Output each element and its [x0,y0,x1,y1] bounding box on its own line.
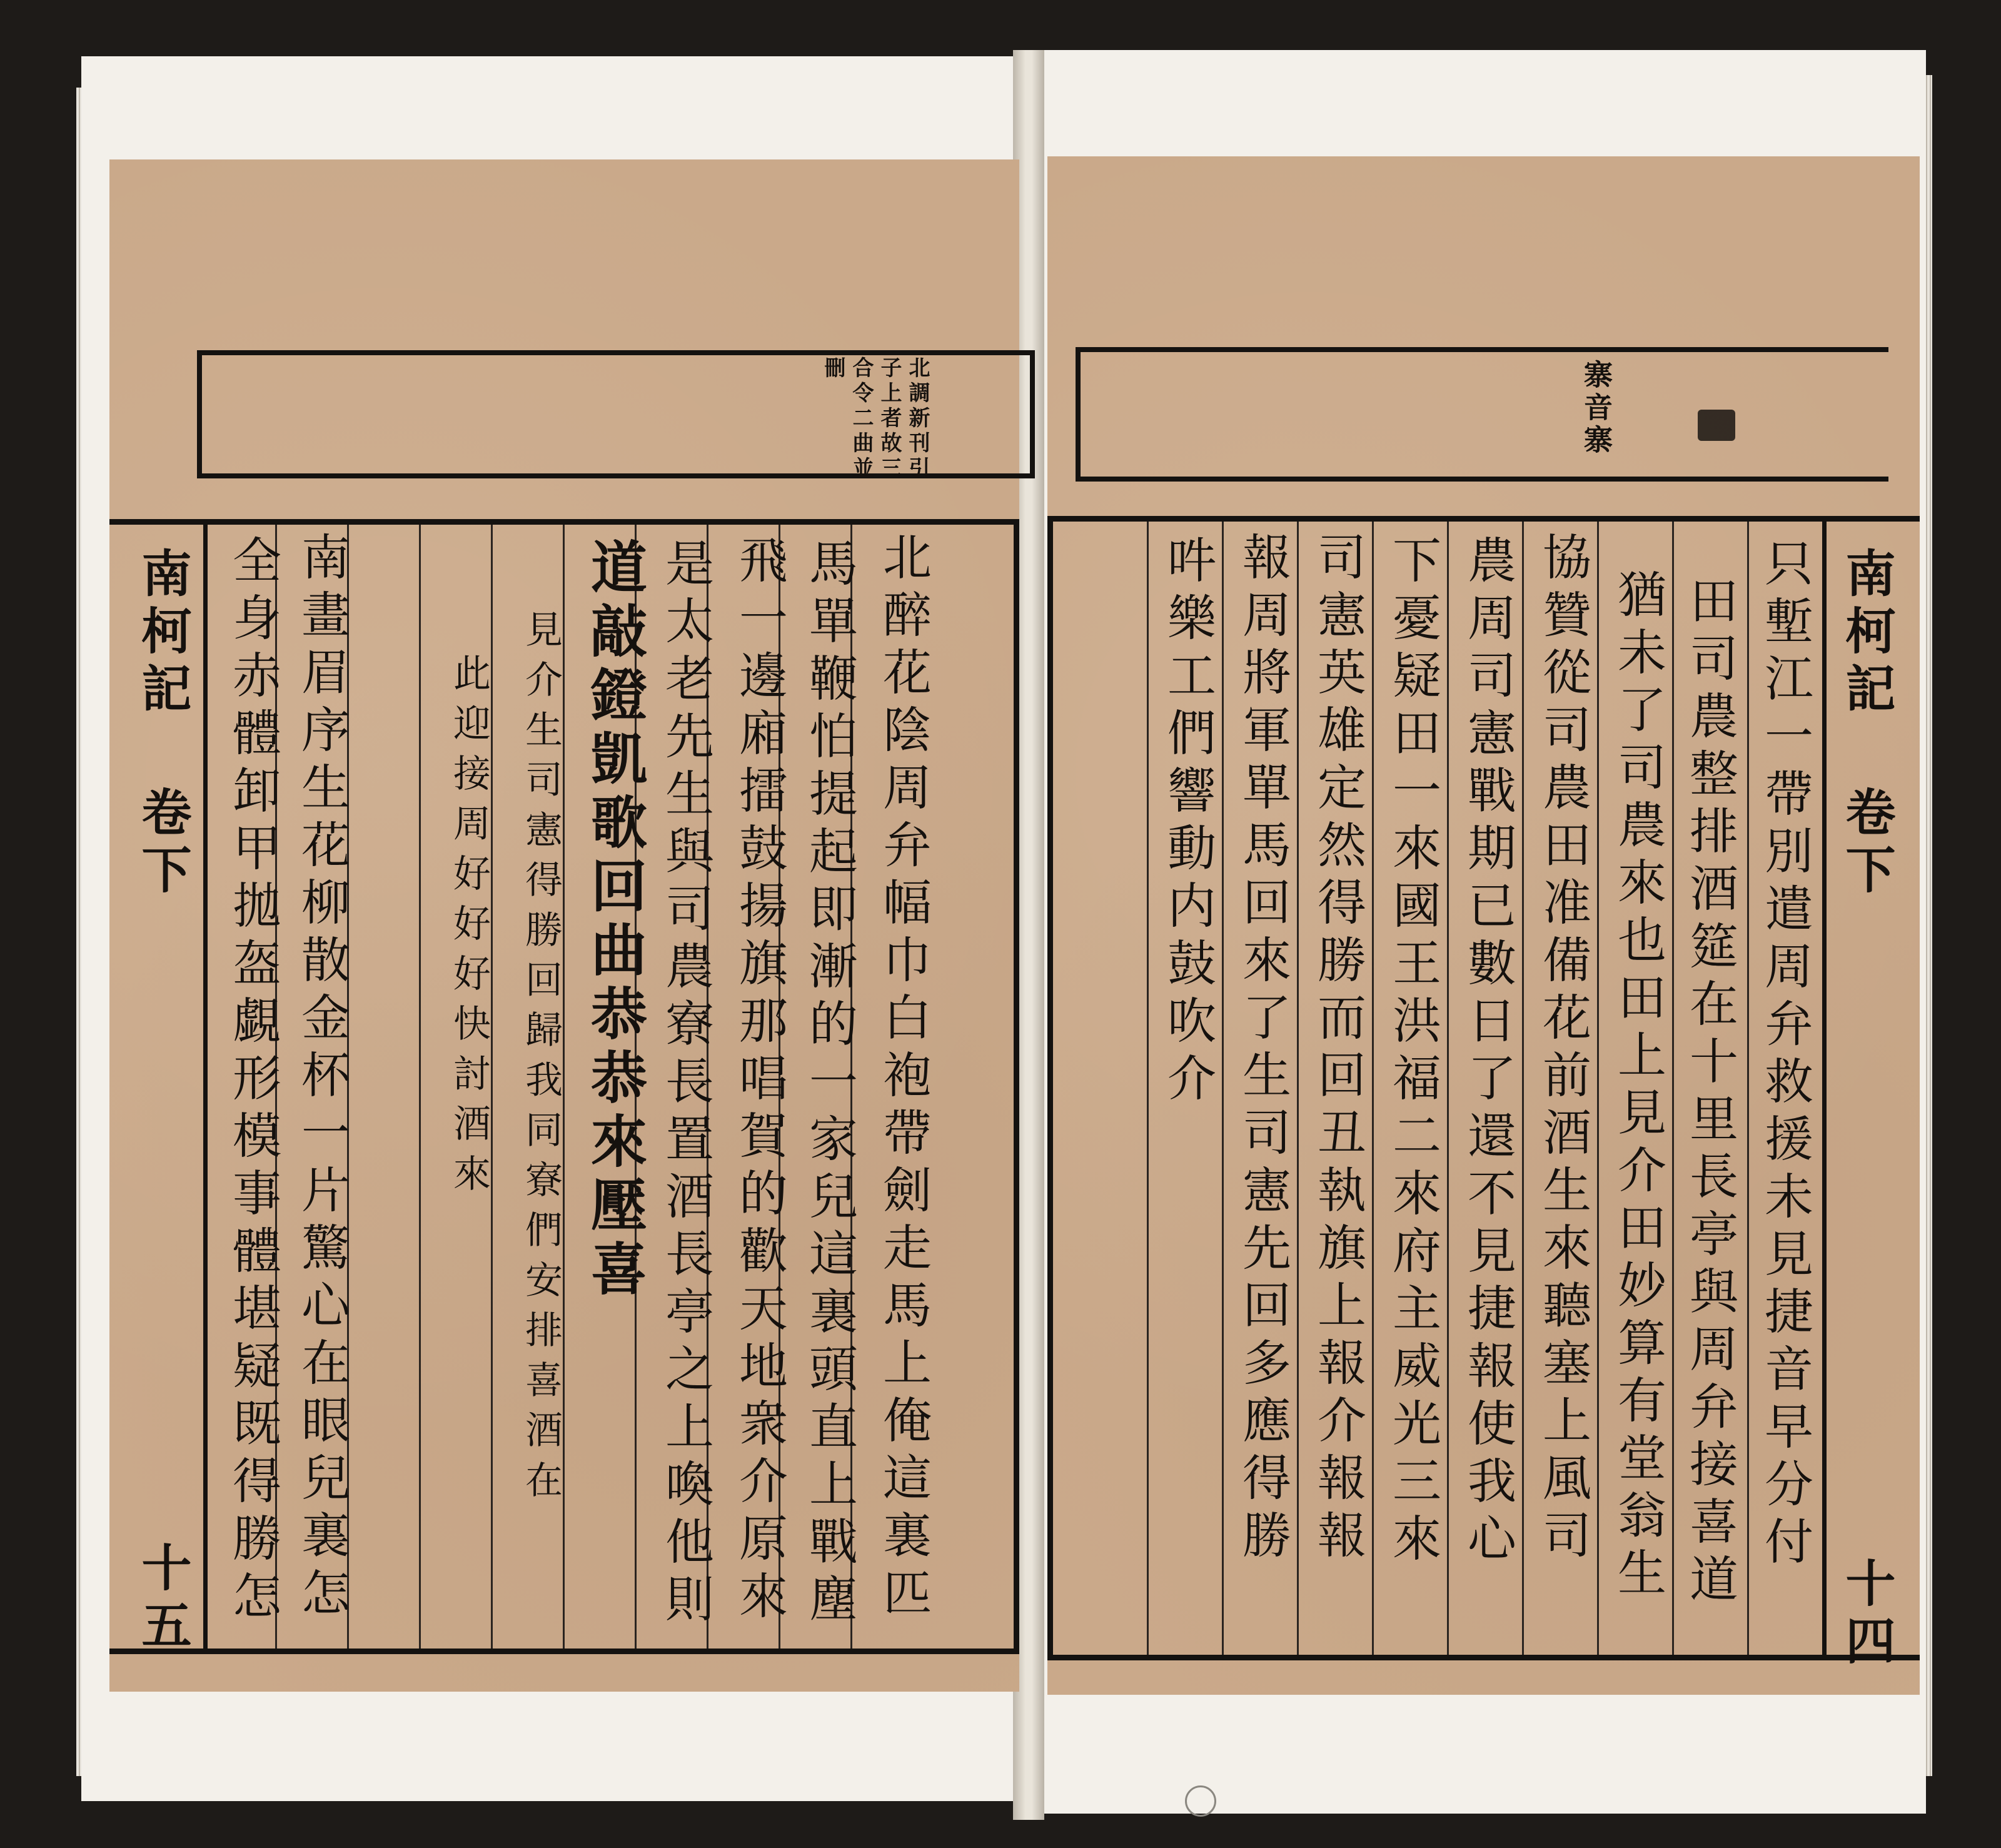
book-spread [81,50,1926,1820]
right-header-box [1076,347,1888,482]
right-column-rule [1597,522,1599,1655]
left-column-6: 見介生司憲得勝回歸我同寮們安排喜酒在 [519,610,563,1510]
right-column-5: 農周司憲戰期已數日了還不見捷報使我心 [1459,535,1516,1570]
right-column-6: 下憂疑田一來國王洪福二來府主威光三來 [1384,535,1441,1570]
library-seal-icon [1185,1785,1216,1817]
ink-blot-mark [1698,410,1735,441]
left-header-note-1: 北調新刊引 [905,356,930,482]
left-column-4: 是太老先生與司農寮長置酒長亭之上喚他則 [657,538,713,1631]
right-column-rule [1447,522,1449,1655]
right-column-4: 協贊從司農田准備花前酒生來聽塞上風司 [1535,532,1591,1567]
left-center-rule [203,525,208,1649]
right-column-rule [1297,522,1299,1655]
right-page-number: 十四 [1837,1557,1896,1672]
left-column-8: 南畫眉序生花柳散金杯一片驚心在眼兒裏怎 [293,532,350,1625]
right-header-note: 寨音寨 [1580,360,1613,457]
right-column-rule [1372,522,1374,1655]
left-column-9: 全身赤體卸甲拋盔覷形模事體堪疑既得勝怎 [224,535,281,1628]
right-column-7: 司憲英雄定然得勝而回丑執旗上報介報報 [1309,532,1366,1567]
left-header-note-4: 刪 [820,356,845,381]
right-column-2: 田司農整排酒筵在十里長亭與周弁接喜道 [1681,575,1738,1611]
left-column-rule [491,525,493,1649]
left-header-note-2: 子上者故三 [877,356,902,482]
right-center-title: 南柯記 卷下 [1837,547,1896,901]
left-column-2: 馬單鞭怕提起即漸的一家兒這裏頭直上戰塵 [801,538,857,1631]
right-column-rule [1522,522,1524,1655]
right-column-8: 報周將軍單馬回來了生司憲先回多應得勝 [1234,532,1291,1567]
left-column-1: 北醉花陰周弁幅巾白袍帶劍走馬上俺這裏匹 [875,532,931,1625]
left-column-rule [563,525,565,1649]
left-column-5: 道敲鐙凱歌回曲恭恭來壓喜 [581,538,647,1303]
left-page-number: 十五 [133,1542,192,1657]
left-column-3: 飛一邊廂擂鼓揚旗那唱賀的歡天地衆介原來 [731,535,787,1628]
left-header-note-3: 合令二曲並 [849,356,874,482]
right-column-rule [1147,522,1149,1655]
left-column-7: 此迎接周好好好快討酒來 [447,654,491,1204]
left-center-title: 南柯記 卷下 [133,547,192,901]
left-page [109,159,1019,1692]
right-column-rule [1672,522,1674,1655]
right-column-1: 只塹江一帶別遣周弁救援未見捷音早分付 [1757,538,1813,1573]
right-column-3: 猶未了司農來也田上見介田妙算有堂翁生 [1610,569,1666,1605]
right-page [1047,156,1920,1695]
right-column-rule [1747,522,1749,1655]
right-column-rule [1222,522,1224,1655]
left-column-rule [419,525,421,1649]
right-center-rule [1822,522,1827,1655]
right-column-9: 吽樂工們響動内鼓吹介 [1159,535,1216,1110]
